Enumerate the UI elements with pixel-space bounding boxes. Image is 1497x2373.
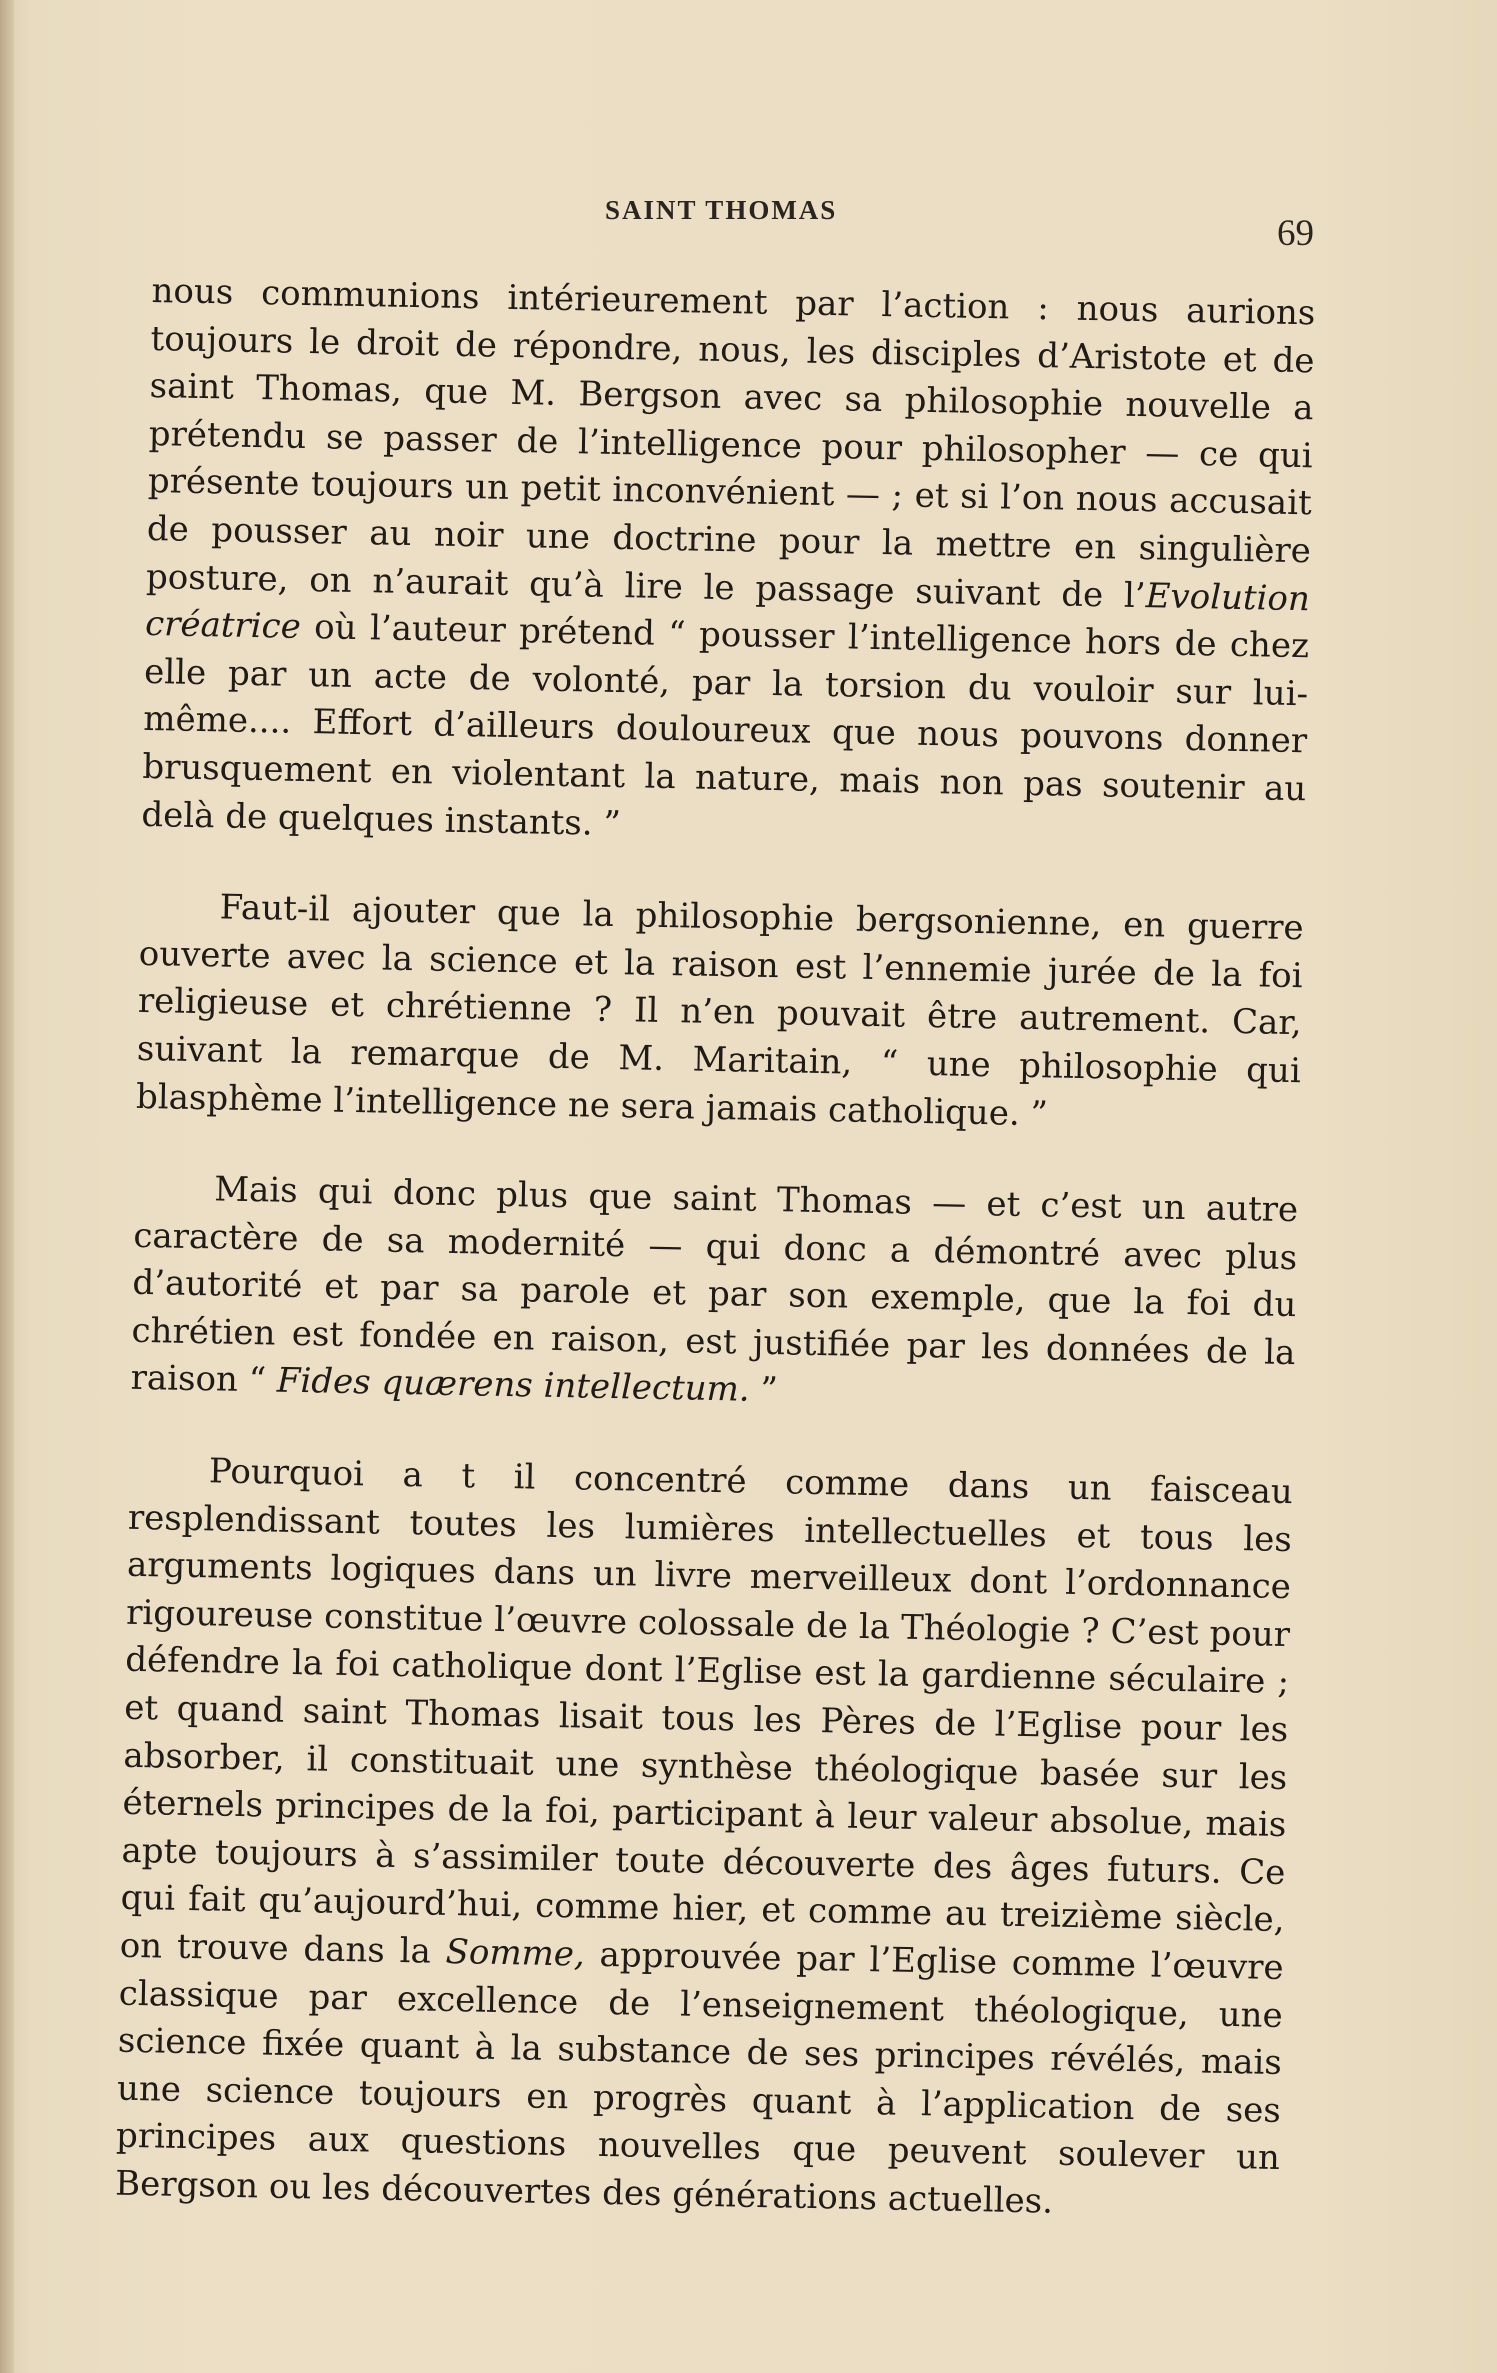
running-head: SAINT THOMAS xyxy=(605,195,838,225)
paragraph-text: approuvée par l’Eglise comme l’œuvre classique par excellence de l’enseignement théologique, une science fixée quant à la substance de ses principes révélés, mais une science toujours en progrès quant à l’application de ses principes aux questions nouvelles que peuvent soulever un Bergson ou les découvertes des générations actuelles. xyxy=(114,1934,1284,2222)
book-title-somme: Somme, xyxy=(445,1931,586,1975)
page-gutter xyxy=(0,0,14,2373)
paragraph-text: nous communions intérieurement par l’action : nous aurions toujours le droit de répondre, nous, les disciples d’Aristote et de saint Thomas, que M. Bergson avec sa philosophie nouvelle a prétendu se passer de l’intelligence pour philosopher — ce qui présente toujours un petit inconvénient — ; et si l’on nous accusait de pousser au noir une doctrine pour la mettre en singulière posture, on n’aurait qu’à lire le passage suivant de l’ xyxy=(145,270,1316,616)
book-title-evolution-creatrice: Evolution créatrice xyxy=(144,575,1311,648)
paragraph-text: ” xyxy=(749,1370,779,1411)
paragraph-2 xyxy=(136,883,1304,1143)
page-number: 69 xyxy=(1277,213,1314,254)
paragraph-text: Mais qui donc plus que saint Thomas — et c’est un autre caractère de sa modernité — qui donc a démontré avec plus d’autorité et par sa parole et par son exemple, que la foi du chrétien est fondée en raison, est justifiée par les données de la raison “ xyxy=(130,1169,1299,1402)
paragraph-text: Faut-il ajouter que la philosophie bergsonienne, en guerre ouverte avec la science et la raison est l’ennemie jurée de la foi religieuse et chrétienne ? Il n’en pouvait être autrement. Car, suivant la remarque de M. Maritain, “ une philosophie qui blasphème l’intelligence ne sera jamais catholique. ” xyxy=(135,887,1304,1134)
paragraph-3 xyxy=(130,1165,1298,1425)
paragraph-text: où l’auteur prétend “ pousser l’intelligence hors de chez elle par un acte de volonté, par la torsion du vouloir sur lui-même.... Effort d’ailleurs douloureux que nous pouvons donner brusquement en violentant la nature, mais non pas soutenir au delà de quelques instants. ” xyxy=(141,607,1310,844)
paragraph-text: Pourquoi a t il concentré comme dans un faisceau resplendissant toutes les lumières intellectuelles et tous les arguments logiques dans un livre merveilleux dont l’ordonnance rigoureuse constitue l’œuvre colossale de la Théologie ? C’est pour défendre la foi catholique dont l’Eglise est la gardienne séculaire ; et quand saint Thomas lisait tous les Pères de l’Eglise pour les absorber, il constituait une synthèse théologique basée sur les éternels principes de la foi, participant à leur valeur absolue, mais apte toujours à s’assimiler toute découverte des âges futurs. Ce qui fait qu’aujourd’hui, comme hier, et comme au treizième siècle, on trouve dans la xyxy=(119,1451,1294,1972)
paragraph-4 xyxy=(115,1447,1293,2231)
page-body xyxy=(115,268,1316,2231)
latin-quote: Fides quærens intellectum. xyxy=(276,1361,751,1411)
paragraph-1 xyxy=(141,268,1316,861)
